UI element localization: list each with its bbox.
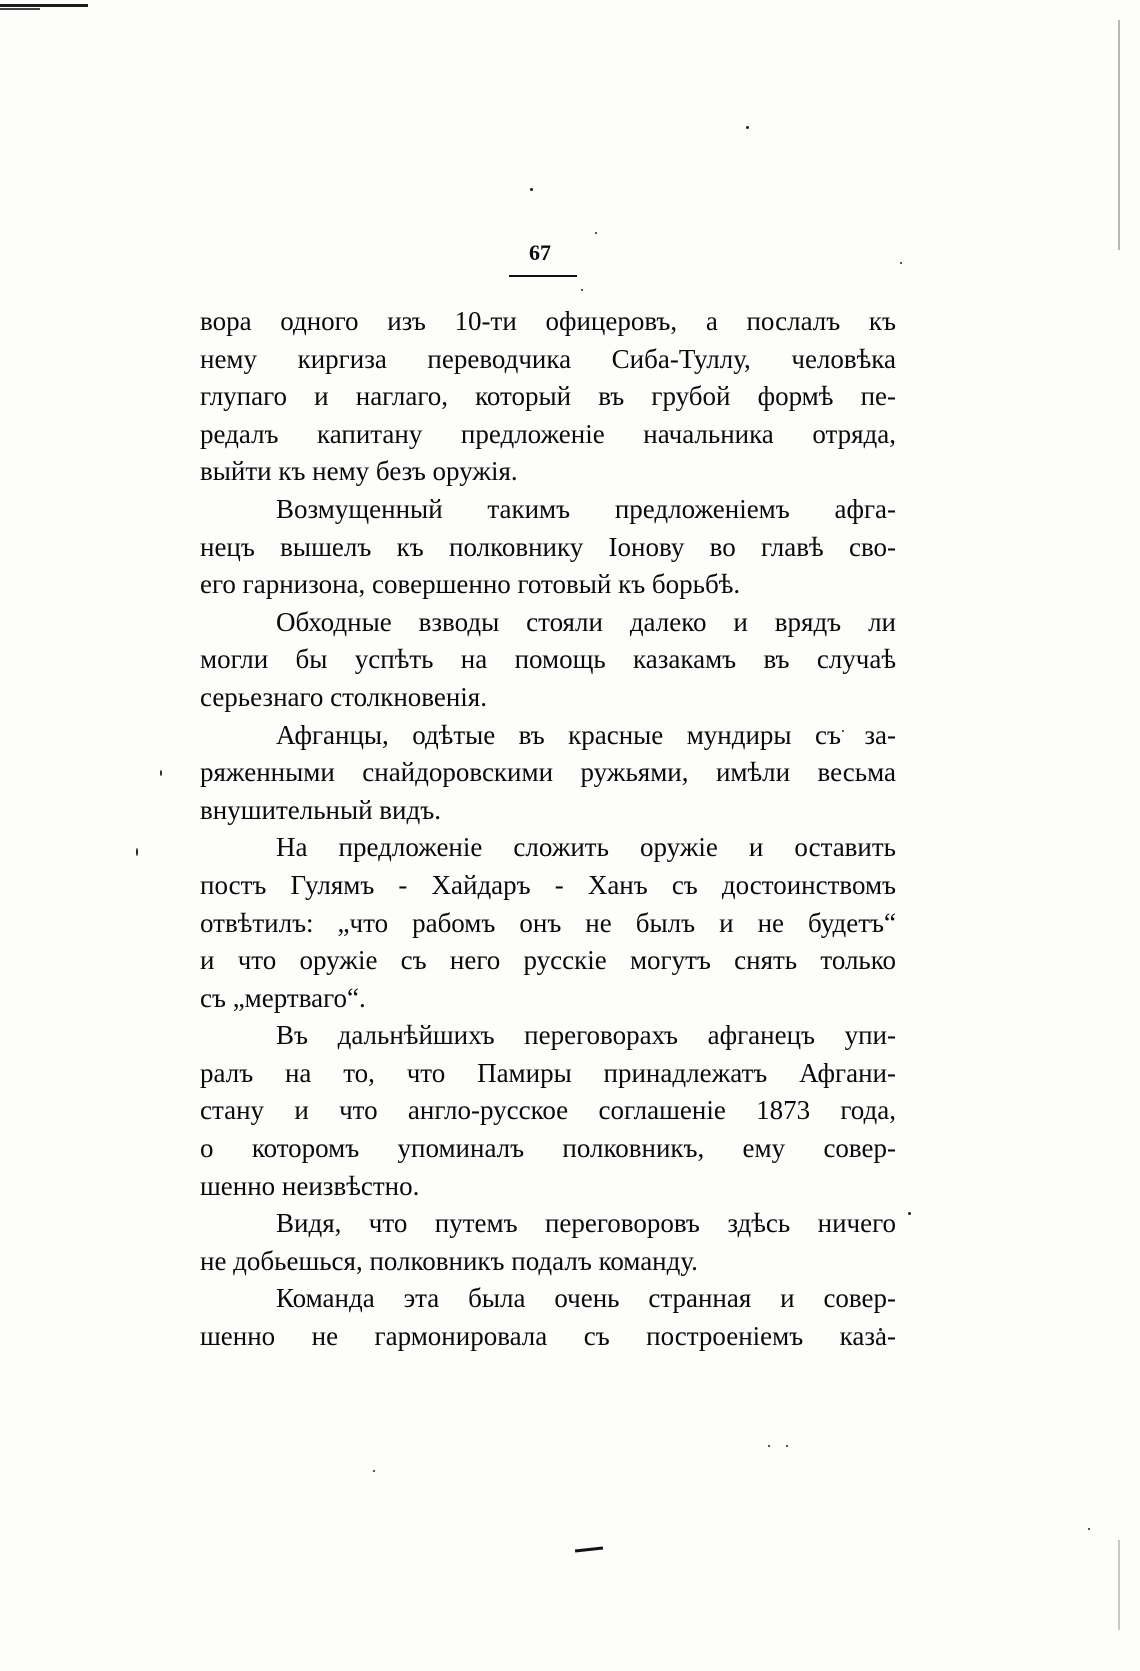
text-line: нему киргиза переводчика Сиба-Туллу, человѣка (200, 343, 896, 374)
text-line: серьезнаго столкновенія. (200, 681, 487, 712)
text-line: Возмущенный такимъ предложеніемъ афга- (276, 493, 896, 524)
scan-speck (595, 232, 597, 234)
text-line: съ „мертваго“. (200, 982, 366, 1013)
scan-speck (908, 1212, 911, 1215)
page-number-rule (509, 275, 577, 277)
text-line: Видя, что путемъ переговоровъ здѣсь ничего (276, 1208, 896, 1239)
text-line: Афганцы, одѣтые въ красные мундиры съ за- (276, 719, 896, 750)
scan-speck (1088, 1528, 1090, 1530)
text-line: редалъ капитану предложеніе начальника отряда, (200, 418, 896, 449)
text-line: постъ Гулямъ - Хайдаръ - Ханъ съ достоинствомъ (200, 869, 896, 900)
text-line: нецъ вышелъ къ полковнику Іонову во главѣ сво- (200, 531, 896, 562)
scan-right-edge-lower (1118, 1540, 1120, 1630)
scan-speck (373, 1470, 375, 1472)
text-line: стану и что англо-русское соглашеніе 1873 года, (200, 1095, 896, 1126)
scan-edge-mark-secondary (0, 8, 40, 10)
text-line: отвѣтилъ: „что рабомъ онъ не былъ и не будетъ“ (200, 907, 896, 938)
scan-speck (581, 289, 583, 291)
text-line: Обходные взводы стояли далеко и врядъ ли (276, 606, 896, 637)
text-line: вора одного изъ 10-ти офицеровъ, а послалъ къ (200, 306, 896, 336)
scan-bottom-mark (575, 1547, 603, 1553)
text-line: На предложеніе сложить оружіе и оставить (276, 832, 896, 863)
scan-edge-mark (0, 4, 88, 7)
scan-speck (768, 1445, 770, 1447)
body-text (200, 303, 896, 1356)
scan-speck (160, 770, 162, 776)
text-line: шенно не гармонировала съ построеніемъ каза- (200, 1321, 896, 1352)
scan-speck (530, 188, 533, 191)
text-line: не добьешься, полковникъ подалъ команду. (200, 1245, 698, 1276)
scan-right-edge (1118, 20, 1120, 250)
text-line: ряженными снайдоровскими ружьями, имѣли весьма (200, 757, 896, 788)
page-number: 67 (529, 240, 551, 265)
scan-speck (786, 1445, 788, 1447)
text-line: ралъ на то, что Памиры принадлежатъ Афгани- (200, 1057, 896, 1088)
text-line: его гарнизона, совершенно готовый къ борьбѣ. (200, 569, 741, 600)
scan-speck (136, 848, 138, 856)
text-line: внушительный видъ. (200, 794, 441, 825)
text-line: Въ дальнѣйшихъ переговорахъ афганецъ упи- (276, 1020, 896, 1051)
text-line: Команда эта была очень странная и совер- (276, 1283, 896, 1314)
text-line: могли бы успѣть на помощь казакамъ въ случаѣ (200, 644, 896, 675)
text-line: выйти къ нему безъ оружія. (200, 456, 518, 487)
text-line: и что оружіе съ него русскіе могутъ снять только (200, 945, 896, 976)
text-line: о которомъ упоминалъ полковникъ, ему совер- (200, 1133, 896, 1164)
scan-speck (746, 126, 749, 129)
text-line: шенно неизвѣстно. (200, 1170, 420, 1201)
text-line: глупаго и наглаго, который въ грубой формѣ пе- (200, 381, 896, 412)
scan-speck (900, 262, 902, 264)
